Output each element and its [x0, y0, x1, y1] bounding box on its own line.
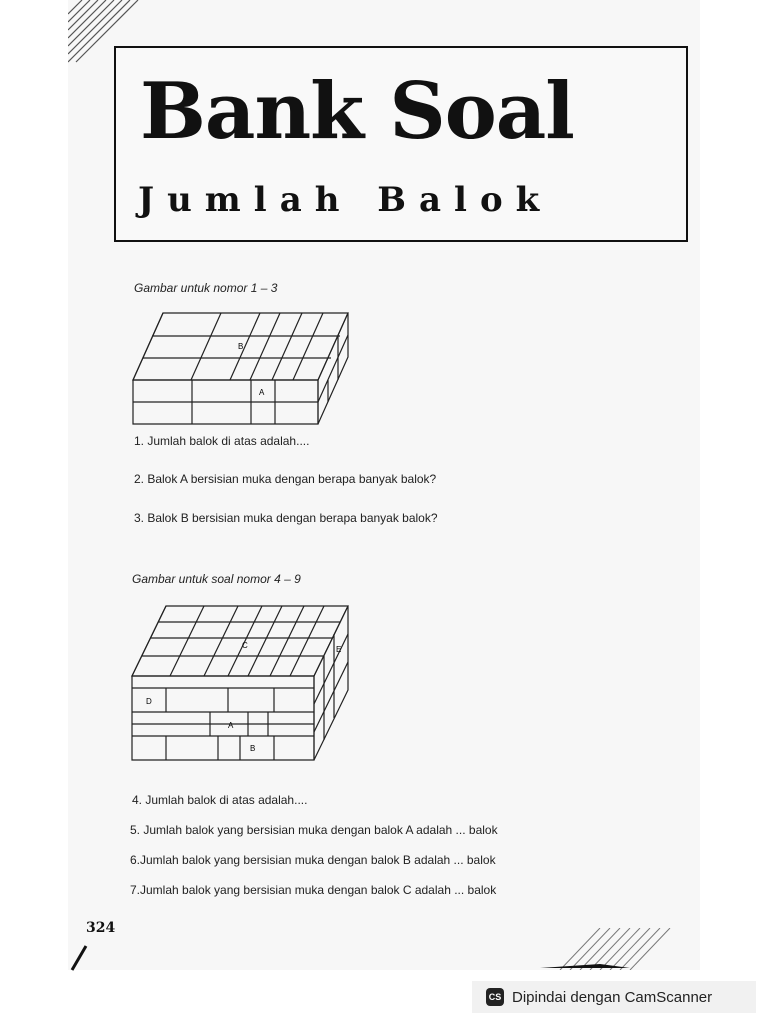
camscanner-logo-icon: CS — [486, 988, 504, 1006]
page-subtitle: Jumlah Balok — [138, 180, 553, 220]
figure-1-label-a: A — [259, 388, 265, 397]
figure-2-block-diagram — [128, 600, 354, 766]
figure-1-block-diagram — [130, 308, 352, 430]
bottom-hatch-decoration — [540, 928, 700, 970]
figure-2-label-d: D — [146, 697, 152, 706]
question-2: 2. Balok A bersisian muka dengan berapa banyak balok? — [134, 472, 437, 486]
title-box — [114, 46, 688, 242]
question-5: 5. Jumlah balok yang bersisian muka dengan balok A adalah ... balok — [130, 823, 498, 837]
figure-2-label-a: A — [228, 721, 234, 730]
figure-2-caption: Gambar untuk soal nomor 4 – 9 — [132, 572, 301, 586]
figure-2-label-c: C — [242, 641, 248, 650]
question-1: 1. Jumlah balok di atas adalah.... — [134, 434, 310, 448]
figure-1-label-b: B — [238, 342, 244, 351]
camscanner-badge — [472, 981, 756, 1013]
figure-2-label-b: B — [250, 744, 256, 753]
camscanner-text: Dipindai dengan CamScanner — [512, 988, 713, 1006]
question-4: 4. Jumlah balok di atas adalah.... — [132, 793, 308, 807]
figure-1-caption: Gambar untuk nomor 1 – 3 — [134, 281, 278, 295]
question-6: 6.Jumlah balok yang bersisian muka dengan balok B adalah ... balok — [130, 853, 496, 867]
question-7: 7.Jumlah balok yang bersisian muka dengan balok C adalah ... balok — [130, 883, 497, 897]
figure-2-label-e: E — [336, 645, 342, 654]
corner-mark-decoration — [68, 942, 92, 972]
page-title: Bank Soal — [140, 66, 574, 157]
page-number: 324 — [86, 920, 116, 936]
question-3: 3. Balok B bersisian muka dengan berapa banyak balok? — [134, 511, 438, 525]
